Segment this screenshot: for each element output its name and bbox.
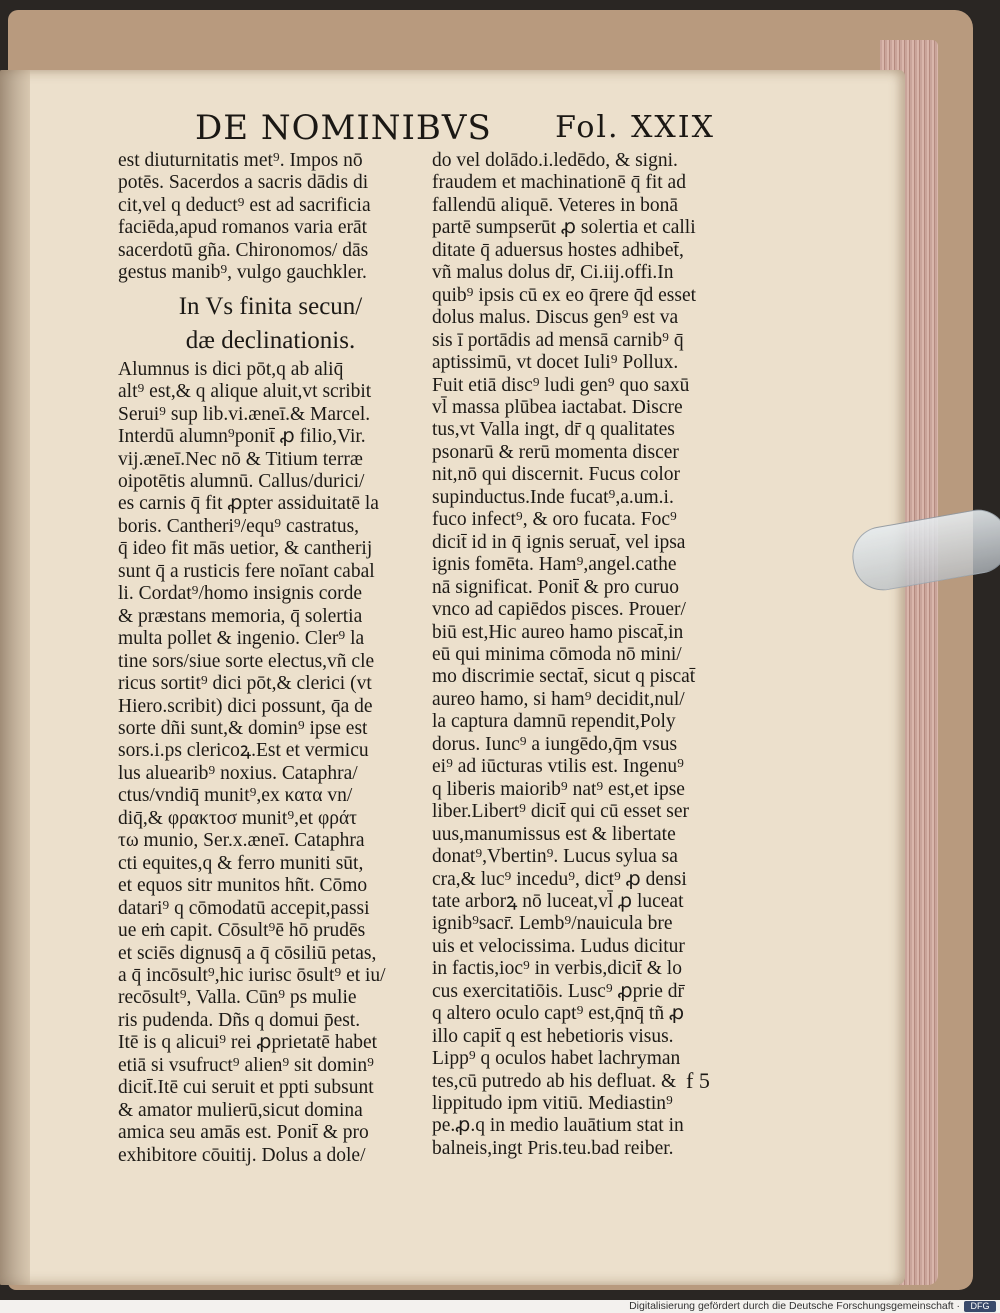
- text-line: lus aluearib⁹ noxius. Cataphra/: [118, 762, 358, 784]
- text-line: gestus manib⁹, vulgo gauchkler.: [118, 262, 367, 284]
- text-line: q liberis maiorib⁹ nat⁹ est,et ipse: [432, 778, 685, 800]
- text-line: eū qui minima cōmoda nō mini/: [432, 643, 682, 665]
- dfg-logo: DFG: [964, 1301, 996, 1312]
- text-line: vñ malus dolus dr̄, Ci.iij.offi.In: [432, 262, 674, 284]
- text-line: recōsult⁹, Valla. Cūn⁹ ps mulie: [118, 987, 357, 1009]
- text-line: sunt q̄ a rusticis fere noīant cabal: [118, 560, 375, 582]
- credit-text: Digitalisierung gefördert durch die Deutsche Forschungsgemeinschaft ·: [629, 1300, 960, 1312]
- text-line: fuco infect⁹, & oro fucata. Foc⁹: [432, 509, 677, 531]
- text-line: vnco ad capiēdos pisces. Prouer/: [432, 599, 686, 621]
- text-line: & præstans memoria, q̄ solertia: [118, 605, 363, 627]
- text-line: diq̄,& φρακτοσ munit⁹,et φράτ: [118, 807, 357, 829]
- left-column: [118, 150, 423, 1167]
- text-line: tes,cū putredo ab his defluat. &: [432, 1070, 677, 1092]
- text-line: cit,vel q deduct⁹ est ad sacrificia: [118, 194, 371, 216]
- text-line: ignib⁹sacr̄. Lemb⁹/nauicula bre: [432, 913, 673, 935]
- text-line: fallendū aliquē. Veteres in bonā: [432, 194, 679, 216]
- text-line: nā significat. Ponit̄ & pro curuo: [432, 576, 679, 598]
- text-line: Itē is q alicui⁹ rei ꝓprietatē habet: [118, 1032, 378, 1054]
- text-line: quib⁹ ipsis cū ex eo q̄rere q̄d esset: [432, 284, 697, 306]
- text-line: Hiero.scribit) dici possunt, q̄a de: [118, 695, 373, 717]
- text-line: cus exercitatiōis. Lusc⁹ ꝓprie dr̄: [432, 980, 685, 1002]
- text-line: dolus malus. Discus gen⁹ est va: [432, 307, 679, 329]
- text-line: cti equites,q & ferro muniti sūt,: [118, 852, 364, 874]
- text-line: est diuturnitatis met⁹. Impos nō: [118, 150, 363, 171]
- text-line: et equos sitr munitos hñt. Cōmo: [118, 875, 368, 897]
- text-line: ei⁹ ad iūcturas vtilis est. Ingenu⁹: [432, 756, 684, 778]
- text-line: exhibitore cōuitij. Dolus a dole/: [118, 1144, 366, 1166]
- text-line: sorte dñi sunt,& domin⁹ ipse est: [118, 717, 368, 739]
- folio-number: Fol. XXIX: [555, 110, 715, 145]
- text-line: biū est,Hic aureo hamo piscat̄,in: [432, 621, 684, 643]
- text-line: sis ī portādis ad mensā carnib⁹ q̄: [432, 329, 684, 351]
- text-line: multa pollet & ingenio. Cler⁹ la: [118, 628, 365, 650]
- text-line: ignis fomēta. Ham⁹,angel.cathe: [432, 554, 677, 576]
- text-line: τω munio, Ser.x.æneī. Cataphra: [118, 830, 365, 852]
- signature-mark: f 5: [686, 1068, 710, 1093]
- text-line: & amator mulierū,sicut domina: [118, 1099, 363, 1121]
- text-line: li. Cordat⁹/homo insignis corde: [118, 583, 363, 605]
- text-line: illo capit̄ q est hebetioris visus.: [432, 1025, 674, 1047]
- text-line: psonarū & rerū momenta discer: [432, 441, 679, 463]
- running-title: DE NOMINIBVS: [195, 108, 492, 148]
- section-heading-line: In Vs finita secun/: [178, 292, 363, 320]
- text-line: ris pudenda. Dñs q domui p̄est.: [118, 1009, 361, 1031]
- text-line: liber.Libert⁹ dicit̄ qui cū esset ser: [432, 801, 689, 823]
- text-line: datari⁹ q cōmodatū accepit,passi: [118, 897, 370, 919]
- text-line: aureo hamo, si ham⁹ decidit,nul/: [432, 688, 685, 710]
- text-line: ue eṁ capit. Cōsult⁹ē hō prudēs: [118, 920, 366, 942]
- text-line: dicit̄ id in q̄ ignis seruat̄, vel ipsa: [432, 531, 686, 553]
- text-line: lippitudo ipm vitiū. Mediastin⁹: [432, 1093, 673, 1115]
- text-line: nit,nō qui discernit. Fucus color: [432, 464, 681, 486]
- text-line: oipotētis alumnū. Callus/durici/: [118, 470, 365, 492]
- text-line: aptissimū, vt docet Iuli⁹ Pollux.: [432, 352, 679, 374]
- text-line: ctus/vndiq̄ munit⁹,ex κατα vn/: [118, 785, 353, 807]
- text-line: in factis,ioc⁹ in verbis,dicit̄ & lo: [432, 958, 682, 980]
- text-line: partē sumpserūt ꝓ solertia et calli: [432, 217, 696, 239]
- text-line: ditate q̄ aduersus hostes adhibet̄,: [432, 239, 684, 261]
- text-line: Serui⁹ sup lib.vi.æneī.& Marcel.: [118, 403, 371, 425]
- text-line: amica seu amās est. Ponit̄ & pro: [118, 1122, 369, 1144]
- text-line: tus,vt Valla ingt, dr̄ q qualitates: [432, 419, 675, 441]
- text-line: sacerdotū gña. Chironomos/ dās: [118, 239, 369, 261]
- page-gutter: [0, 70, 30, 1285]
- page-header: [195, 108, 715, 152]
- text-line: q altero oculo capt⁹ est,q̄nq̄ tñ ꝓ: [432, 1003, 685, 1025]
- right-column: [432, 150, 742, 1160]
- text-line: uis et velocissima. Ludus dicitur: [432, 935, 685, 957]
- text-line: vij.æneī.Nec nō & Titium terræ: [118, 448, 363, 470]
- text-line: es carnis q̄ fit ꝓpter assiduitatē la: [118, 493, 379, 515]
- text-line: Fuit etiā disc⁹ ludi gen⁹ quo saxū: [432, 374, 690, 396]
- text-line: et sciēs dignusq̄ a q̄ cōsiliū petas,: [118, 942, 377, 964]
- text-line: cra,& luc⁹ incedu⁹, dict⁹ ꝓ densi: [432, 868, 687, 890]
- text-line: q̄ ideo fit mās uetior, & cantherij: [118, 538, 373, 560]
- text-line: a q̄ incōsult⁹,hic iurisc ōsult⁹ et iu/: [118, 964, 386, 986]
- text-line: fraudem et machinationē q̄ fit ad: [432, 172, 686, 194]
- text-line: dorus. Iunc⁹ a iungēdo,q̄m vsus: [432, 733, 678, 755]
- text-line: dicit̄.Itē cui seruit et ppti subsunt: [118, 1077, 374, 1099]
- text-line: Lipp⁹ q oculos habet lachryman: [432, 1048, 681, 1070]
- text-line: ricus sortit⁹ dici pōt,& clerici (vt: [118, 673, 372, 695]
- text-line: faciēda,apud romanos varia erāt: [118, 217, 368, 239]
- text-line: tate arborꝝ nō luceat,vl̄ ꝓ luceat: [432, 890, 684, 912]
- text-line: etiā si vsufruct⁹ alien⁹ sit domin⁹: [118, 1054, 374, 1076]
- text-line: pe.ꝓ.q in medio lauātium stat in: [432, 1115, 684, 1137]
- text-line: vl̄ massa plūbea iactabat. Discre: [432, 396, 683, 418]
- text-line: Interdū alumn⁹ponit̄ ꝓ filio,Vir.: [118, 426, 366, 448]
- footer-credit: [0, 1300, 1000, 1313]
- section-heading-line: dæ declinationis.: [185, 326, 356, 354]
- text-line: Alumnus is dici pōt,q ab aliq̄: [118, 358, 344, 380]
- text-line: sors.i.ps clericoꝝ.Est et vermicu: [118, 740, 369, 762]
- text-line: la captura damnū rependit,Poly: [432, 711, 676, 733]
- text-line: donat⁹,Vbertin⁹. Lucus sylua sa: [432, 846, 678, 868]
- text-line: tine sors/siue sorte electus,vñ cle: [118, 650, 375, 672]
- text-line: uus,manumissus est & libertate: [432, 823, 676, 845]
- text-line: boris. Cantheri⁹/equ⁹ castratus,: [118, 515, 360, 537]
- text-line: supinductus.Inde fucat⁹,a.um.i.: [432, 486, 674, 508]
- text-line: balneis,ingt Pris.teu.bad reiber.: [432, 1137, 674, 1159]
- text-line: potēs. Sacerdos a sacris dādis di: [118, 172, 369, 194]
- text-line: do vel dolādo.i.ledēdo, & signi.: [432, 150, 678, 171]
- text-line: mo discrimie sectat̄, sicut q piscat̄: [432, 666, 696, 688]
- text-line: alt⁹ est,& q alique aluit,vt scribit: [118, 381, 372, 403]
